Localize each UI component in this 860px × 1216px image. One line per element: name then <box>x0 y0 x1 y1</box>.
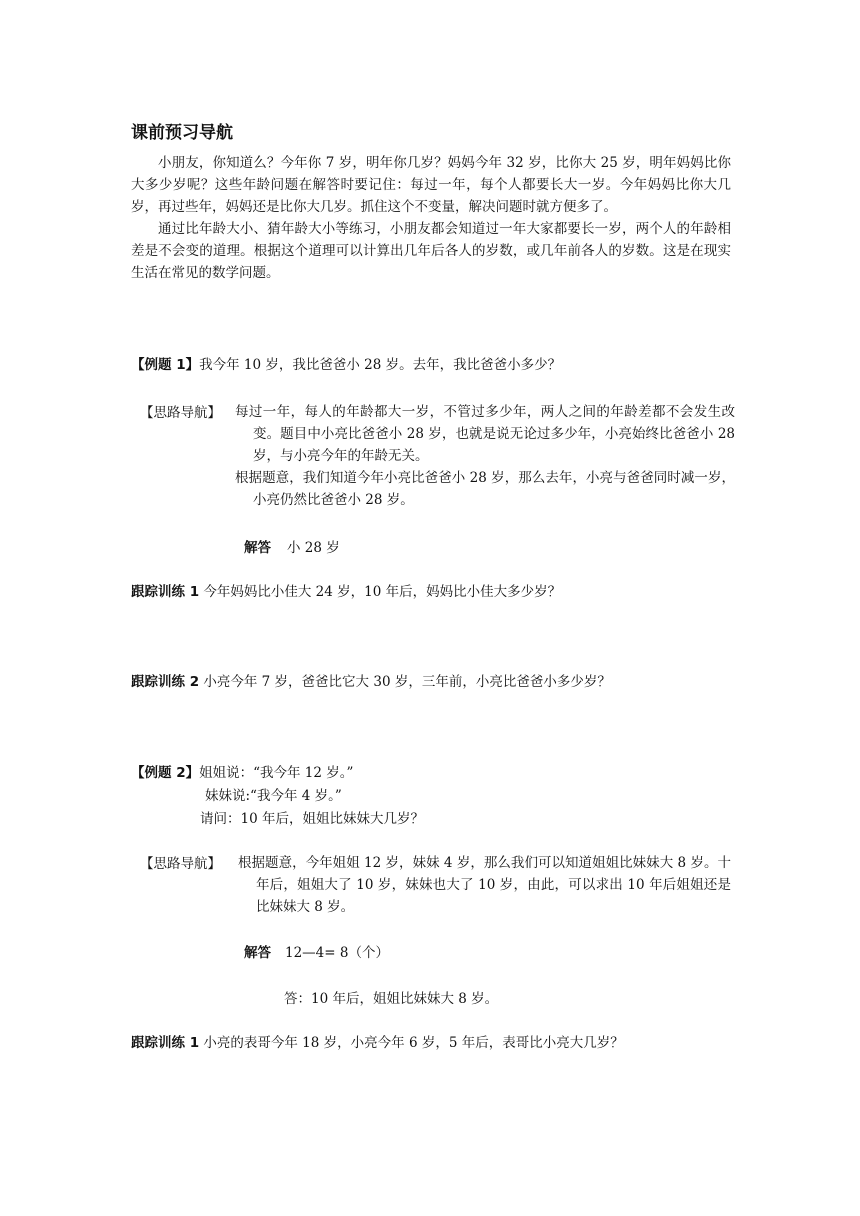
intro-text <box>131 152 731 284</box>
example-2-hint-label: 【思路导航】 <box>140 856 221 872</box>
example-1-hint-paragraph-1: 每过一年，每人的年龄都大一岁，不管过多少年，两人之间的年龄差都不会发生改变。题目中小亮比爸爸小 28 岁，也就是说无论过多少年，小亮始终比爸爸小 28 岁，与小亮今年的年龄无关。 <box>235 404 735 464</box>
practice-1-2-label: 跟踪训练 2 <box>131 674 200 690</box>
example-2-answer-label: 解答 <box>244 945 271 961</box>
example-1-hint-paragraph-2: 根据题意，我们知道今年小亮比爸爸小 28 岁，那么去年，小亮与爸爸同时减一岁，小亮仍然比爸爸小 28 岁。 <box>235 470 735 508</box>
example-2-hint-paragraph-1: 根据题意，今年姐姐 12 岁，妹妹 4 岁，那么我们可以知道姐姐比妹妹大 8 岁。十年后，姐姐大了 10 岁，妹妹也大了 10 岁，由此，可以求出 10 年后姐姐还是比妹妹大 8 岁。 <box>238 855 731 915</box>
example-2-hint <box>238 852 731 918</box>
intro-paragraph-2: 通过比年龄大小、猜年龄大小等练习，小朋友都会知道过一年大家都要长一岁，两个人的年龄相差是不会变的道理。根据这个道理可以计算出几年后各人的岁数，或几年前各人的岁数。这是在现实生活在常见的数学问题。 <box>131 221 731 281</box>
example-1-answer-text: 小 28 岁 <box>287 540 340 556</box>
example-2-answer <box>244 941 389 961</box>
example-1-hint-label: 【思路导航】 <box>140 405 221 421</box>
example-2-line-1: 姐姐说：“我今年 12 岁。” <box>199 765 354 781</box>
example-1-answer <box>244 536 340 556</box>
example-1-label: 【例题 1】 <box>131 357 200 373</box>
example-2-answer-text: 12—4= 8（个） <box>285 945 389 961</box>
example-1-question <box>131 353 561 373</box>
section-title: 课前预习导航 <box>131 123 233 143</box>
example-2-conclusion: 答：10 年后，姐姐比妹妹大 8 岁。 <box>284 991 499 1007</box>
practice-1-2 <box>131 670 611 690</box>
example-2-line-2: 妹妹说:“我今年 4 岁。” <box>205 788 342 804</box>
practice-1-2-text: 小亮今年 7 岁，爸爸比它大 30 岁，三年前，小亮比爸爸小多少岁？ <box>203 674 611 690</box>
example-1-hint <box>235 401 735 511</box>
practice-2-1-text: 小亮的表哥今年 18 岁，小亮今年 6 岁，5 年后，表哥比小亮大几岁？ <box>203 1035 624 1051</box>
practice-1-1-text: 今年妈妈比小佳大 24 岁，10 年后，妈妈比小佳大多少岁？ <box>203 584 562 600</box>
example-2-line-3: 请问：10 年后，姐姐比妹妹大几岁？ <box>200 811 424 827</box>
example-1-text: 我今年 10 岁，我比爸爸小 28 岁。去年，我比爸爸小多少？ <box>199 357 562 373</box>
example-2-question <box>131 761 353 781</box>
practice-2-1-label: 跟踪训练 1 <box>131 1035 200 1051</box>
practice-2-1 <box>131 1031 624 1051</box>
example-1-answer-label: 解答 <box>244 540 271 556</box>
practice-1-1 <box>131 580 561 600</box>
practice-1-1-label: 跟踪训练 1 <box>131 584 200 600</box>
example-2-label: 【例题 2】 <box>131 765 200 781</box>
intro-paragraph-1: 小朋友，你知道么？今年你 7 岁，明年你几岁？妈妈今年 32 岁，比你大 25 岁，明年妈妈比你大多少岁呢？这些年龄问题在解答时要记住：每过一年，每个人都要长大一岁。今年妈妈比你大几岁，再过些年，妈妈还是比你大几岁。抓住这个不变量，解决问题时就方便多了。 <box>131 155 731 215</box>
